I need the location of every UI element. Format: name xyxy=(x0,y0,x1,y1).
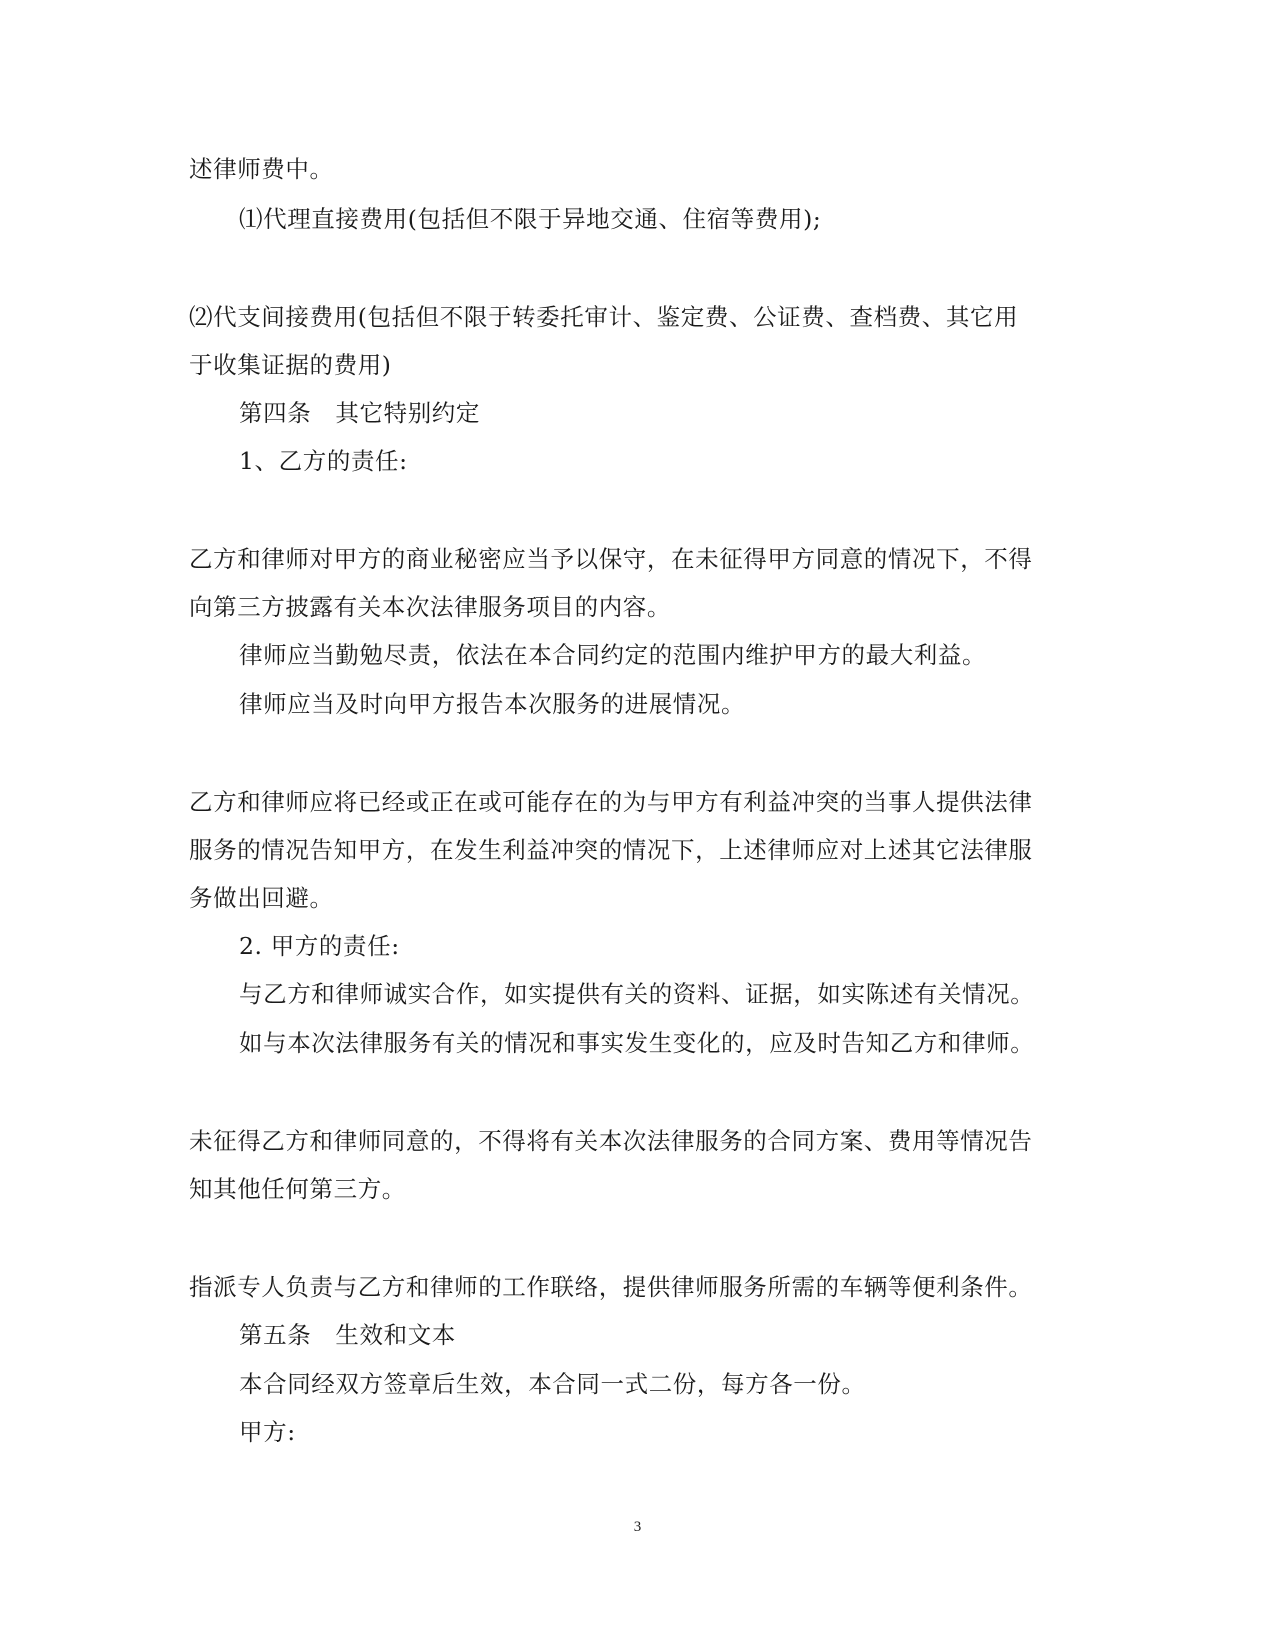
text-line: 如与本次法律服务有关的情况和事实发生变化的，应及时告知乙方和律师。 xyxy=(239,1029,1035,1057)
text-line: ⑴代理直接费用(包括但不限于异地交通、住宿等费用); xyxy=(239,205,822,233)
text-line: 1、乙方的责任: xyxy=(239,447,408,475)
text-line: 知其他任何第三方。 xyxy=(189,1175,406,1203)
text-line: 律师应当及时向甲方报告本次服务的进展情况。 xyxy=(239,690,746,718)
text-line: 于收集证据的费用) xyxy=(189,351,392,379)
text-line: 本合同经双方签章后生效，本合同一式二份，每方各一份。 xyxy=(239,1370,866,1398)
text-line: 述律师费中。 xyxy=(189,155,334,183)
page-number: 3 xyxy=(633,1519,642,1535)
text-line: 未征得乙方和律师同意的，不得将有关本次法律服务的合同方案、费用等情况告 xyxy=(189,1127,1033,1155)
text-line: 律师应当勤勉尽责，依法在本合同约定的范围内维护甲方的最大利益。 xyxy=(239,641,987,669)
text-line: 与乙方和律师诚实合作，如实提供有关的资料、证据，如实陈述有关情况。 xyxy=(239,980,1035,1008)
text-line: 向第三方披露有关本次法律服务项目的内容。 xyxy=(189,593,671,621)
text-line: 乙方和律师对甲方的商业秘密应当予以保守，在未征得甲方同意的情况下，不得 xyxy=(189,545,1033,573)
text-line: 服务的情况告知甲方，在发生利益冲突的情况下，上述律师应对上述其它法律服 xyxy=(189,836,1033,864)
text-line: 甲方: xyxy=(239,1418,296,1446)
text-line: 指派专人负责与乙方和律师的工作联络，提供律师服务所需的车辆等便利条件。 xyxy=(189,1273,1033,1301)
section-heading: 第五条 生效和文本 xyxy=(239,1321,456,1349)
text-line: 2. 甲方的责任: xyxy=(239,932,400,960)
text-line: ⑵代支间接费用(包括但不限于转委托审计、鉴定费、公证费、查档费、其它用 xyxy=(189,303,1019,331)
text-line: 乙方和律师应将已经或正在或可能存在的为与甲方有利益冲突的当事人提供法律 xyxy=(189,788,1033,816)
text-line: 务做出回避。 xyxy=(189,884,334,912)
section-heading: 第四条 其它特别约定 xyxy=(239,399,480,427)
